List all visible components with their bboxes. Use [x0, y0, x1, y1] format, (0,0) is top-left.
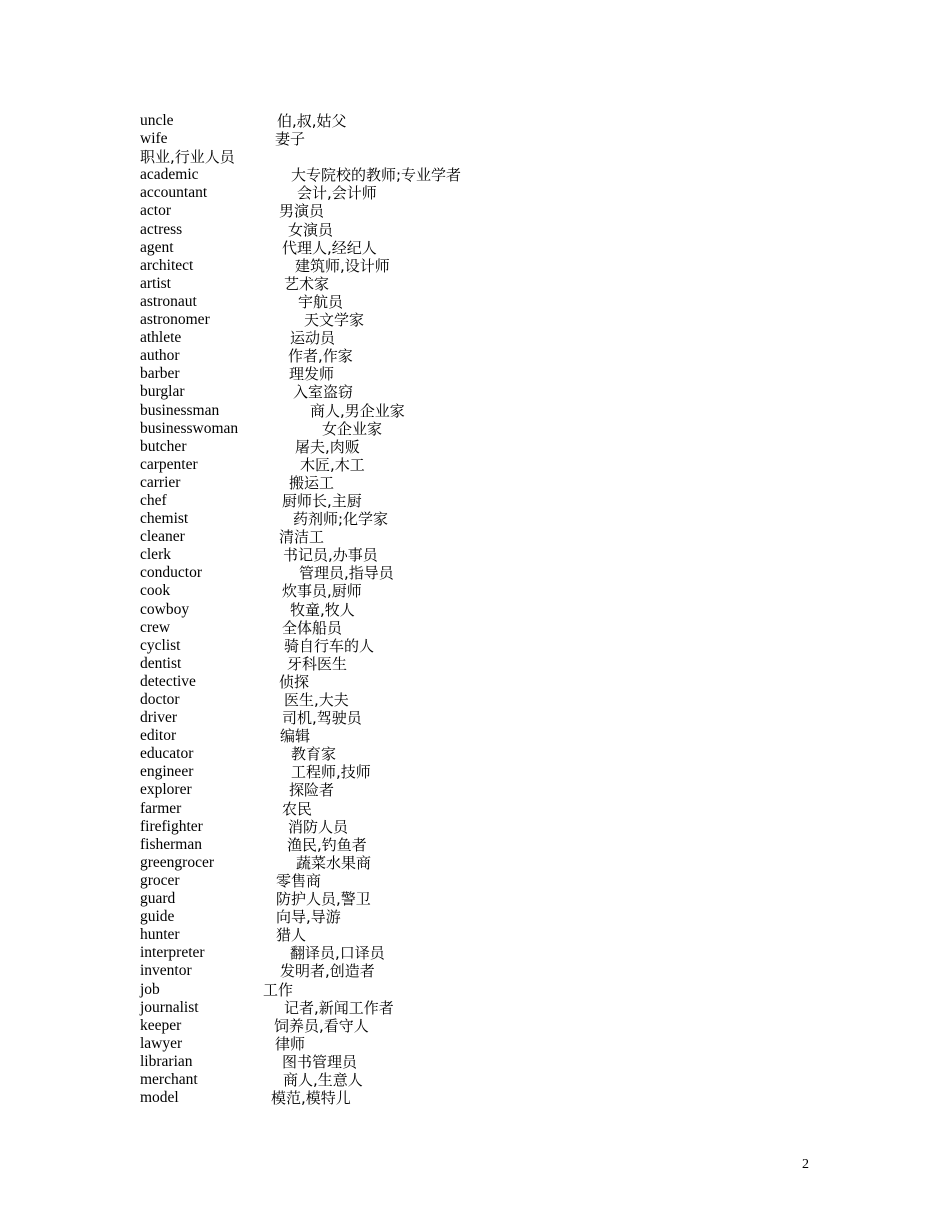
vocabulary-entry	[140, 854, 840, 872]
vocabulary-entry	[140, 637, 840, 655]
english-word: hunter	[140, 926, 180, 944]
vocabulary-entry	[140, 655, 840, 673]
vocabulary-entry	[140, 311, 840, 329]
chinese-translation: 牧童,牧人	[290, 600, 355, 619]
vocabulary-entry	[140, 492, 840, 510]
vocabulary-entry	[140, 890, 840, 908]
english-word: butcher	[140, 437, 187, 455]
chinese-translation: 建筑师,设计师	[295, 256, 390, 275]
vocabulary-entry	[140, 619, 840, 637]
english-word: astronaut	[140, 292, 197, 310]
chinese-translation: 书记员,办事员	[283, 546, 378, 565]
english-word: cook	[140, 582, 171, 600]
chinese-translation: 牙科医生	[287, 654, 348, 673]
chinese-translation: 伯,叔,姑父	[277, 112, 347, 130]
chinese-translation: 炊事员,厨师	[282, 582, 362, 601]
english-word: architect	[140, 256, 194, 274]
section-heading-text: 职业,行业人员	[140, 148, 235, 167]
chinese-translation: 消防人员	[288, 817, 349, 836]
english-word: detective	[140, 672, 196, 690]
chinese-translation: 律师	[275, 1034, 306, 1053]
vocabulary-entry	[140, 202, 840, 220]
vocabulary-entry	[140, 709, 840, 727]
vocabulary-entry	[140, 347, 840, 365]
english-word: barber	[140, 365, 180, 383]
vocabulary-entry	[140, 184, 840, 202]
chinese-translation: 医生,大夫	[284, 691, 349, 709]
english-word: cyclist	[140, 636, 181, 654]
vocabulary-entry	[140, 673, 840, 691]
chinese-translation: 女演员	[288, 220, 334, 239]
vocabulary-entry	[140, 908, 840, 926]
chinese-translation: 天文学家	[304, 311, 365, 330]
vocabulary-entry	[140, 727, 840, 745]
chinese-translation: 全体船员	[282, 618, 343, 637]
vocabulary-entry	[140, 818, 840, 836]
chinese-translation: 工作	[263, 980, 294, 999]
english-word: explorer	[140, 781, 192, 799]
vocabulary-entry	[140, 763, 840, 781]
vocabulary-entry	[140, 510, 840, 528]
chinese-translation: 运动员	[290, 329, 336, 348]
vocabulary-entry	[140, 130, 840, 148]
english-word: cleaner	[140, 528, 185, 546]
chinese-translation: 记者,新闻工作者	[284, 998, 394, 1017]
vocabulary-entry	[140, 438, 840, 456]
english-word: model	[140, 1089, 179, 1107]
english-word: astronomer	[140, 311, 210, 329]
chinese-translation: 司机,驾驶员	[282, 709, 362, 728]
chinese-translation: 模范,模特儿	[271, 1089, 351, 1108]
english-word: actress	[140, 220, 183, 238]
english-word: greengrocer	[140, 853, 215, 871]
chinese-translation: 搬运工	[289, 473, 335, 492]
vocabulary-entry	[140, 546, 840, 564]
english-word: lawyer	[140, 1034, 183, 1052]
english-word: wife	[140, 130, 168, 148]
vocabulary-entry	[140, 528, 840, 546]
vocabulary-entry	[140, 383, 840, 401]
chinese-translation: 工程师,技师	[291, 763, 371, 782]
vocabulary-entry	[140, 221, 840, 239]
vocabulary-entry	[140, 1017, 840, 1035]
chinese-translation: 教育家	[291, 745, 337, 764]
english-word: journalist	[140, 998, 199, 1016]
english-word: carrier	[140, 473, 181, 491]
english-word: inventor	[140, 962, 192, 980]
vocabulary-entry	[140, 781, 840, 799]
vocabulary-entry	[140, 872, 840, 890]
english-word: businessman	[140, 401, 220, 419]
english-word: editor	[140, 727, 177, 745]
english-word: businesswoman	[140, 419, 239, 437]
chinese-translation: 作者,作家	[288, 347, 353, 366]
vocabulary-entry	[140, 257, 840, 275]
vocabulary-entry	[140, 962, 840, 980]
chinese-translation: 代理人,经纪人	[282, 238, 377, 257]
english-word: uncle	[140, 112, 174, 129]
chinese-translation: 商人,男企业家	[310, 401, 405, 420]
english-word: agent	[140, 238, 174, 256]
section-heading	[140, 148, 840, 166]
vocabulary-list	[140, 112, 840, 1107]
chinese-translation: 发明者,创造者	[280, 962, 375, 981]
vocabulary-entry	[140, 112, 840, 130]
vocabulary-entry	[140, 166, 840, 184]
english-word: doctor	[140, 691, 180, 708]
vocabulary-entry	[140, 474, 840, 492]
chinese-translation: 蔬菜水果商	[296, 853, 372, 872]
chinese-translation: 饲养员,看守人	[274, 1016, 369, 1035]
vocabulary-entry	[140, 999, 840, 1017]
english-word: chef	[140, 491, 167, 509]
chinese-translation: 药剂师;化学家	[293, 510, 389, 529]
chinese-translation: 向导,导游	[276, 908, 341, 927]
english-word: actor	[140, 202, 171, 220]
chinese-translation: 艺术家	[284, 274, 330, 293]
english-word: dentist	[140, 654, 182, 672]
english-word: firefighter	[140, 817, 203, 835]
chinese-translation: 厨师长,主厨	[282, 491, 362, 510]
chinese-translation: 理发师	[289, 365, 335, 384]
chinese-translation: 编辑	[280, 727, 311, 746]
vocabulary-entry	[140, 691, 840, 709]
chinese-translation: 骑自行车的人	[284, 636, 375, 655]
english-word: guard	[140, 890, 176, 908]
vocabulary-entry	[140, 275, 840, 293]
chinese-translation: 猎人	[276, 926, 307, 945]
chinese-translation: 会计,会计师	[297, 184, 377, 203]
chinese-translation: 妻子	[275, 130, 306, 149]
vocabulary-entry	[140, 981, 840, 999]
vocabulary-entry	[140, 926, 840, 944]
chinese-translation: 木匠,木工	[300, 455, 365, 474]
chinese-translation: 男演员	[279, 202, 325, 221]
chinese-translation: 零售商	[276, 871, 322, 890]
chinese-translation: 农民	[282, 799, 313, 818]
english-word: educator	[140, 745, 194, 763]
english-word: fisherman	[140, 835, 202, 853]
page-number: 2	[802, 1157, 809, 1172]
english-word: athlete	[140, 329, 182, 347]
chinese-translation: 防护人员,警卫	[276, 890, 371, 909]
vocabulary-entry	[140, 836, 840, 854]
english-word: artist	[140, 274, 171, 292]
chinese-translation: 清洁工	[279, 528, 325, 547]
chinese-translation: 图书管理员	[282, 1052, 358, 1071]
chinese-translation: 女企业家	[322, 419, 383, 438]
english-word: author	[140, 347, 180, 365]
english-word: merchant	[140, 1070, 198, 1088]
chinese-translation: 管理员,指导员	[299, 564, 394, 583]
vocabulary-entry	[140, 601, 840, 619]
vocabulary-entry	[140, 582, 840, 600]
english-word: keeper	[140, 1016, 182, 1034]
chinese-translation: 宇航员	[298, 292, 344, 311]
vocabulary-entry	[140, 564, 840, 582]
vocabulary-entry	[140, 944, 840, 962]
vocabulary-entry	[140, 1053, 840, 1071]
english-word: farmer	[140, 799, 182, 817]
vocabulary-entry	[140, 1071, 840, 1089]
chinese-translation: 入室盗窃	[293, 383, 354, 402]
chinese-translation: 大专院校的教师;专业学者	[291, 166, 462, 185]
chinese-translation: 侦探	[279, 672, 310, 691]
vocabulary-entry	[140, 1089, 840, 1107]
vocabulary-entry	[140, 293, 840, 311]
english-word: conductor	[140, 564, 202, 582]
vocabulary-entry	[140, 1035, 840, 1053]
english-word: driver	[140, 709, 178, 727]
chinese-translation: 屠夫,肉贩	[295, 437, 360, 456]
vocabulary-entry	[140, 239, 840, 257]
english-word: clerk	[140, 546, 171, 564]
chinese-translation: 渔民,钓鱼者	[287, 835, 367, 854]
vocabulary-entry	[140, 745, 840, 763]
vocabulary-entry	[140, 456, 840, 474]
english-word: engineer	[140, 763, 194, 781]
chinese-translation: 探险者	[289, 781, 335, 800]
english-word: guide	[140, 908, 175, 926]
english-word: librarian	[140, 1052, 193, 1070]
vocabulary-entry	[140, 329, 840, 347]
english-word: cowboy	[140, 600, 190, 618]
english-word: crew	[140, 618, 171, 636]
english-word: carpenter	[140, 455, 198, 473]
chinese-translation: 商人,生意人	[283, 1070, 363, 1089]
english-word: chemist	[140, 510, 189, 528]
english-word: job	[140, 980, 160, 998]
vocabulary-entry	[140, 365, 840, 383]
english-word: burglar	[140, 383, 185, 401]
vocabulary-entry	[140, 800, 840, 818]
vocabulary-entry	[140, 402, 840, 420]
english-word: grocer	[140, 871, 180, 889]
english-word: accountant	[140, 184, 208, 202]
chinese-translation: 翻译员,口译员	[290, 944, 385, 963]
english-word: interpreter	[140, 944, 205, 962]
english-word: academic	[140, 166, 199, 184]
vocabulary-entry	[140, 420, 840, 438]
